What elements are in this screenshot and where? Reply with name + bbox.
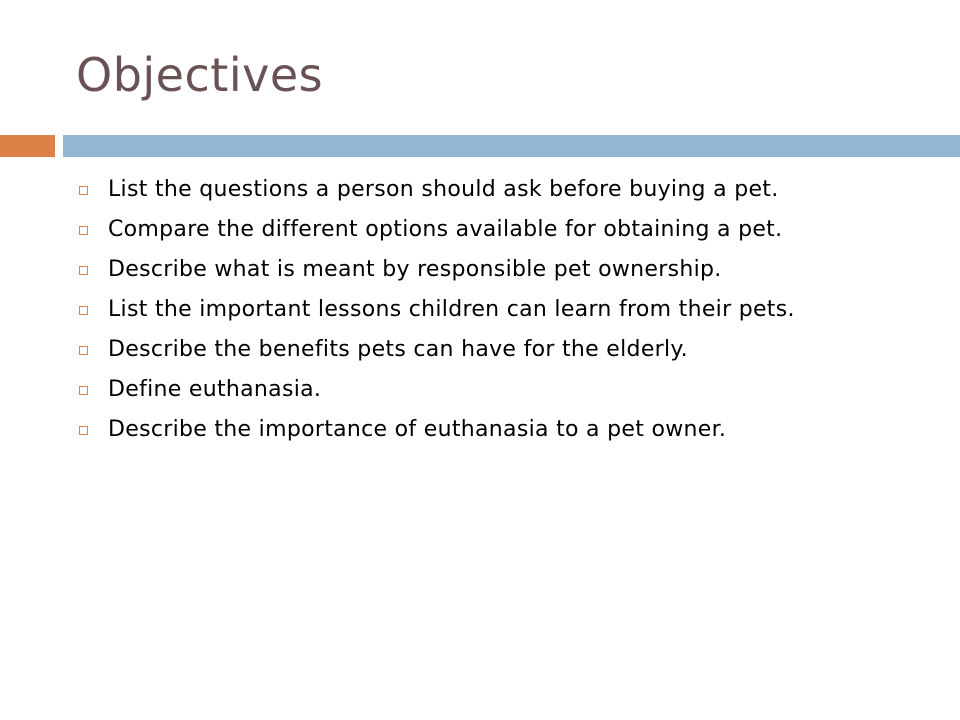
slide-title: Objectives [76, 48, 324, 102]
hollow-square-icon [79, 226, 88, 235]
list-item [76, 175, 896, 205]
hollow-square-icon [79, 266, 88, 275]
hollow-square-icon [79, 386, 88, 395]
list-item-text: Describe the benefits pets can have for the elderly. [108, 337, 688, 362]
list-item-text: Define euthanasia. [108, 377, 322, 402]
list-item [76, 295, 896, 325]
list-item [76, 215, 896, 245]
hollow-square-icon [79, 426, 88, 435]
title-rule [63, 135, 960, 157]
list-item-text: Describe the importance of euthanasia to a pet owner. [108, 417, 727, 442]
list-item-text: List the questions a person should ask before buying a pet. [108, 177, 779, 202]
list-item-text: Compare the different options available for obtaining a pet. [108, 217, 783, 242]
hollow-square-icon [79, 346, 88, 355]
title-accent-bar [0, 135, 55, 157]
list-item-text: List the important lessons children can learn from their pets. [108, 297, 795, 322]
list-item [76, 415, 896, 445]
list-item [76, 335, 896, 365]
hollow-square-icon [79, 186, 88, 195]
objectives-list [76, 175, 896, 455]
hollow-square-icon [79, 306, 88, 315]
list-item-text: Describe what is meant by responsible pet ownership. [108, 257, 722, 282]
list-item [76, 375, 896, 405]
list-item [76, 255, 896, 285]
